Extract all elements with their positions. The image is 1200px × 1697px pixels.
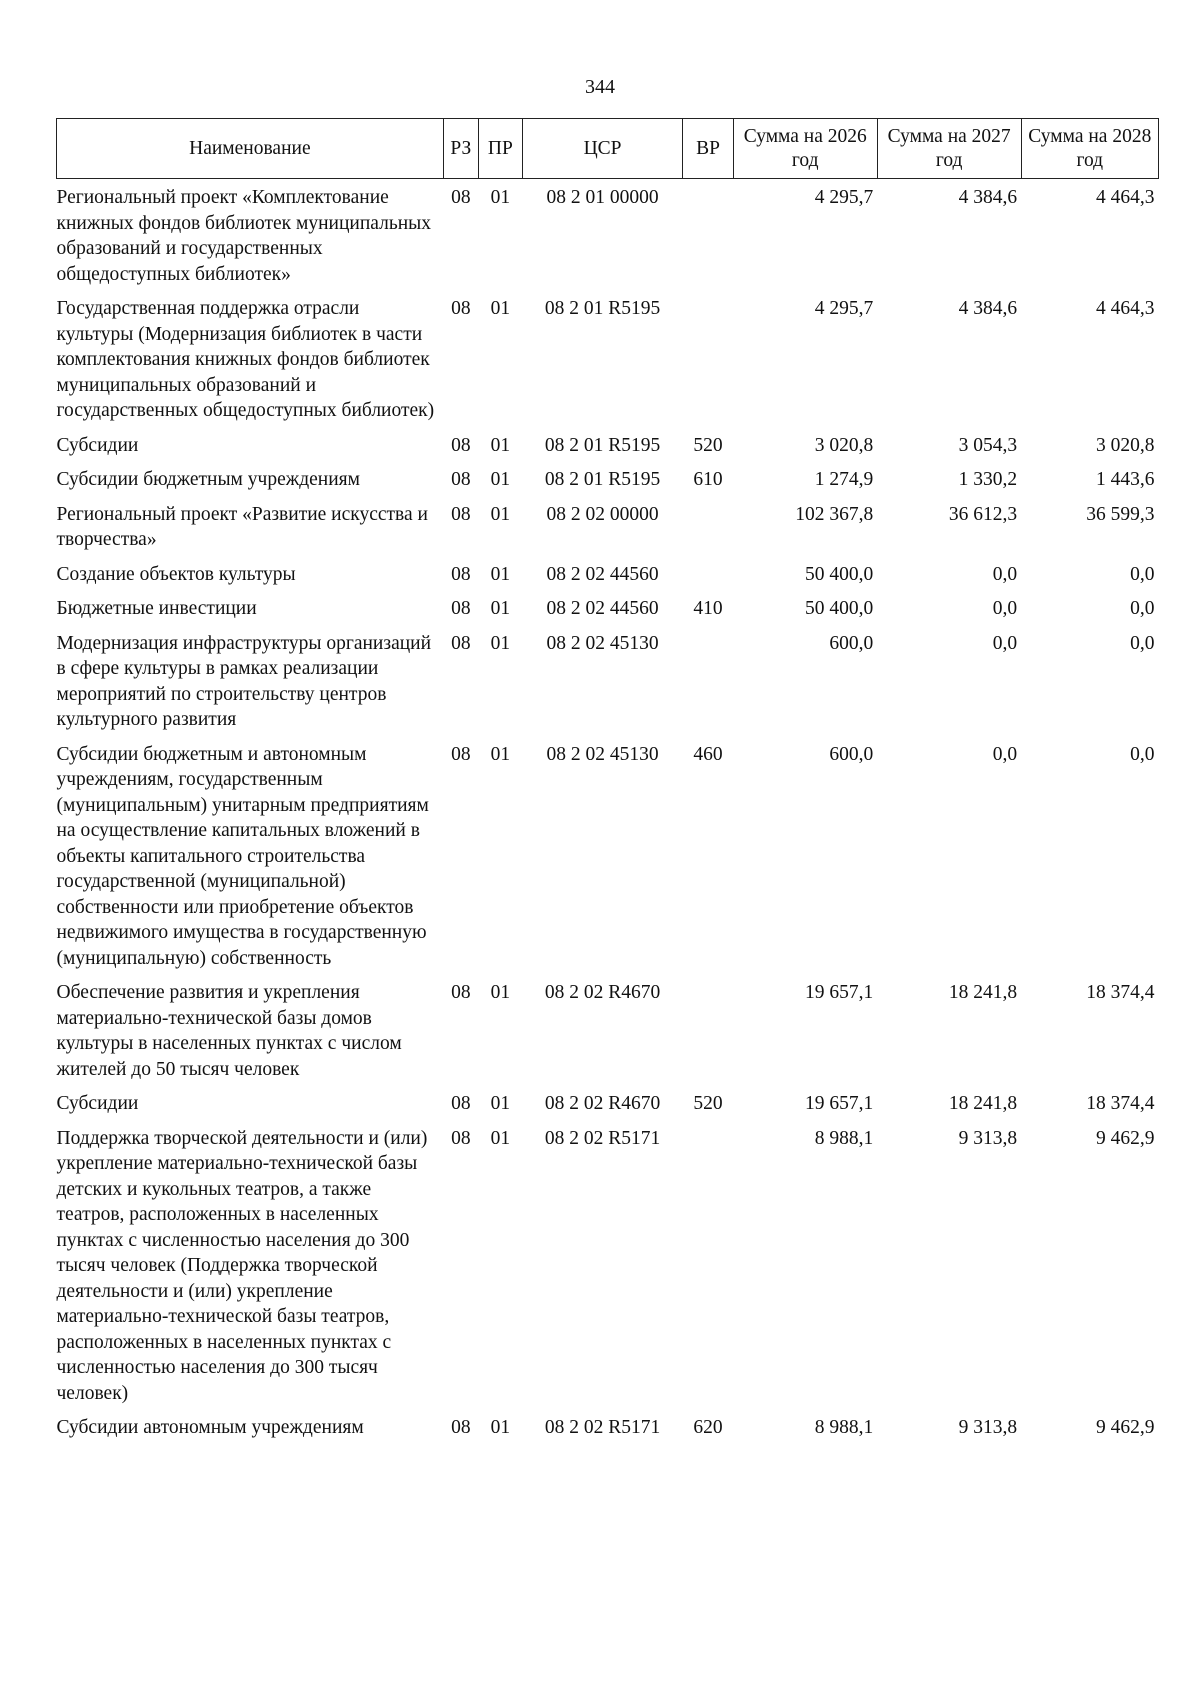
- table-row: [57, 590, 1159, 625]
- cell-pr: 01: [490, 187, 511, 208]
- cell-rz: 08: [451, 743, 471, 765]
- cell-name: Субсидии автономным учреждениям: [56, 1417, 364, 1438]
- cell-name: Создание объектов культуры: [56, 563, 296, 585]
- table-row: [57, 179, 1159, 291]
- cell-csr: 08 2 02 R5171: [544, 1127, 661, 1149]
- cell-pr: 01: [490, 743, 511, 765]
- cell-rz: 08: [451, 298, 471, 319]
- cell-csr: 08 2 02 R4670: [544, 1093, 661, 1114]
- cell-name: Обеспечение развития и укрепления материально-технической базы домов культуры в населенных пунктах с числом жителей до 50 тысяч человек: [56, 982, 402, 1080]
- cell-pr: 01: [490, 503, 511, 525]
- cell-vr: [683, 496, 734, 556]
- cell-vr: [683, 1120, 734, 1410]
- cell-pr: 01: [490, 982, 511, 1003]
- cell-name: Субсидии бюджетным и автономным учреждениям, государственным (муниципальным) унитарным предприятиям на осуществление капитальных вложений в объекты капитального строительства государственной (муниципальной) собственности или приобретение объектов недвижимого имущества в государственную (муниципальную) собственность: [56, 743, 429, 969]
- cell-name: Региональный проект «Комплектование книжных фондов библиотек муниципальных образований и государственных общедоступных библиотек»: [56, 187, 432, 285]
- table-row: [57, 974, 1159, 1085]
- cell-rz: 08: [451, 1093, 471, 1114]
- cell-csr: 08 2 01 00000: [546, 187, 659, 208]
- cell-csr: 08 2 02 R5171: [544, 1417, 661, 1438]
- cell-rz: 08: [451, 563, 471, 585]
- cell-vr: 520: [693, 434, 723, 456]
- table-row: [57, 290, 1159, 427]
- cell-pr: 01: [490, 563, 511, 585]
- cell-csr: 08 2 02 R4670: [544, 982, 661, 1003]
- cell-name: Субсидии бюджетным учреждениям: [56, 469, 360, 490]
- cell-rz: 08: [451, 598, 471, 619]
- cell-sum-2026: 1 274,9: [814, 469, 874, 490]
- cell-sum-2026: 102 367,8: [795, 503, 874, 525]
- cell-vr: [683, 974, 734, 1085]
- cell-sum-2028: 0,0: [1130, 743, 1155, 765]
- table-row: [57, 556, 1159, 591]
- cell-sum-2026: 19 657,1: [804, 1093, 874, 1114]
- cell-sum-2026: 50 400,0: [804, 598, 874, 619]
- cell-name: Государственная поддержка отрасли культуры (Модернизация библиотек в части комплектования книжных фондов библиотек муниципальных образований и государственных общедоступных библиотек): [56, 298, 435, 421]
- cell-sum-2027: 4 384,6: [958, 187, 1018, 208]
- cell-name: Модернизация инфраструктуры организаций в сфере культуры в рамках реализации мероприятий по строительству центров культурного развития: [56, 632, 432, 730]
- cell-csr: 08 2 01 R5195: [544, 434, 661, 456]
- cell-rz: 08: [451, 1417, 471, 1438]
- cell-sum-2028: 4 464,3: [1096, 187, 1155, 208]
- cell-sum-2027: 3 054,3: [958, 434, 1018, 456]
- cell-sum-2028: 4 464,3: [1096, 298, 1155, 319]
- cell-sum-2027: 0,0: [992, 743, 1018, 765]
- cell-pr: 01: [490, 1417, 511, 1438]
- cell-sum-2027: 36 612,3: [948, 503, 1018, 525]
- cell-name: Поддержка творческой деятельности и (или) укрепление материально-технической базы детских и кукольных театров, а также театров, расположенных в населенных пунктах с численностью населения до 300 тысяч человек (Поддержка творческой деятельности и (или) укрепление материально-технической базы театров, расположенных в населенных пунктах с численностью населения до 300 тысяч человек): [56, 1127, 428, 1404]
- cell-rz: 08: [451, 503, 471, 525]
- cell-name: Субсидии: [56, 1093, 139, 1114]
- cell-sum-2026: 600,0: [829, 632, 874, 654]
- cell-pr: 01: [490, 1127, 511, 1149]
- cell-vr: 460: [693, 743, 723, 765]
- cell-vr: 410: [693, 598, 723, 619]
- cell-sum-2027: 0,0: [992, 632, 1018, 654]
- header-name: Наименование: [57, 119, 444, 179]
- cell-sum-2028: 1 443,6: [1096, 469, 1155, 490]
- cell-pr: 01: [490, 598, 511, 619]
- cell-sum-2028: 18 374,4: [1086, 982, 1155, 1003]
- cell-sum-2026: 4 295,7: [814, 298, 874, 319]
- cell-vr: 610: [693, 469, 723, 490]
- table-row: [57, 625, 1159, 736]
- header-csr: ЦСР: [522, 119, 682, 179]
- cell-sum-2026: 600,0: [829, 743, 874, 765]
- cell-vr: [683, 625, 734, 736]
- cell-sum-2027: 0,0: [992, 598, 1018, 619]
- cell-sum-2027: 18 241,8: [948, 982, 1018, 1003]
- cell-sum-2026: 3 020,8: [814, 434, 874, 456]
- cell-sum-2026: 4 295,7: [814, 187, 874, 208]
- cell-name: Региональный проект «Развитие искусства и творчества»: [56, 503, 428, 550]
- cell-sum-2027: 4 384,6: [958, 298, 1018, 319]
- cell-sum-2028: 0,0: [1130, 632, 1155, 654]
- cell-csr: 08 2 02 44560: [546, 563, 659, 585]
- cell-sum-2026: 8 988,1: [814, 1417, 874, 1438]
- cell-rz: 08: [451, 187, 471, 208]
- cell-name: Субсидии: [56, 434, 139, 456]
- table-row: [57, 461, 1159, 496]
- cell-vr: [683, 290, 734, 427]
- cell-csr: 08 2 02 44560: [546, 598, 659, 619]
- cell-sum-2028: 9 462,9: [1096, 1417, 1155, 1438]
- cell-sum-2028: 9 462,9: [1096, 1127, 1155, 1149]
- cell-sum-2028: 3 020,8: [1096, 434, 1155, 456]
- header-sum-2028: Сумма на 2028 год: [1021, 119, 1158, 179]
- table-row: [57, 1120, 1159, 1410]
- cell-csr: 08 2 01 R5195: [544, 298, 661, 319]
- table-body: [57, 179, 1159, 1444]
- table-row: [57, 427, 1159, 462]
- budget-table: [56, 118, 1159, 1444]
- header-sum-2027: Сумма на 2027 год: [877, 119, 1021, 179]
- table-row: [57, 1409, 1159, 1444]
- cell-name: Бюджетные инвестиции: [56, 598, 257, 619]
- cell-rz: 08: [451, 632, 471, 654]
- cell-pr: 01: [490, 632, 511, 654]
- cell-sum-2028: 0,0: [1130, 598, 1155, 619]
- cell-csr: 08 2 02 45130: [546, 743, 659, 765]
- cell-rz: 08: [451, 434, 471, 456]
- cell-sum-2027: 18 241,8: [948, 1093, 1018, 1114]
- cell-sum-2028: 0,0: [1130, 563, 1155, 585]
- cell-pr: 01: [490, 434, 511, 456]
- cell-vr: [683, 179, 734, 291]
- cell-sum-2027: 0,0: [992, 563, 1018, 585]
- cell-pr: 01: [490, 298, 511, 319]
- header-pr: ПР: [478, 119, 522, 179]
- cell-sum-2026: 50 400,0: [804, 563, 874, 585]
- cell-rz: 08: [451, 982, 471, 1003]
- table-row: [57, 736, 1159, 975]
- cell-vr: 520: [693, 1093, 723, 1114]
- page-number: 344: [585, 76, 615, 98]
- cell-sum-2027: 1 330,2: [958, 469, 1018, 490]
- cell-pr: 01: [490, 469, 511, 490]
- cell-vr: 620: [693, 1417, 723, 1438]
- header-sum-2026: Сумма на 2026 год: [733, 119, 877, 179]
- cell-sum-2026: 19 657,1: [804, 982, 874, 1003]
- cell-sum-2026: 8 988,1: [814, 1127, 874, 1149]
- cell-pr: 01: [490, 1093, 511, 1114]
- cell-sum-2027: 9 313,8: [958, 1127, 1018, 1149]
- cell-csr: 08 2 02 45130: [546, 632, 659, 654]
- header-vr: ВР: [683, 119, 734, 179]
- cell-sum-2027: 9 313,8: [958, 1417, 1018, 1438]
- header-rz: РЗ: [443, 119, 478, 179]
- cell-sum-2028: 18 374,4: [1086, 1093, 1155, 1114]
- cell-vr: [683, 556, 734, 591]
- cell-rz: 08: [451, 469, 471, 490]
- table-row: [57, 1085, 1159, 1120]
- cell-sum-2028: 36 599,3: [1086, 503, 1155, 525]
- cell-csr: 08 2 01 R5195: [544, 469, 661, 490]
- cell-csr: 08 2 02 00000: [546, 503, 659, 525]
- table-row: [57, 496, 1159, 556]
- cell-rz: 08: [451, 1127, 471, 1149]
- table-header-row: [57, 119, 1159, 179]
